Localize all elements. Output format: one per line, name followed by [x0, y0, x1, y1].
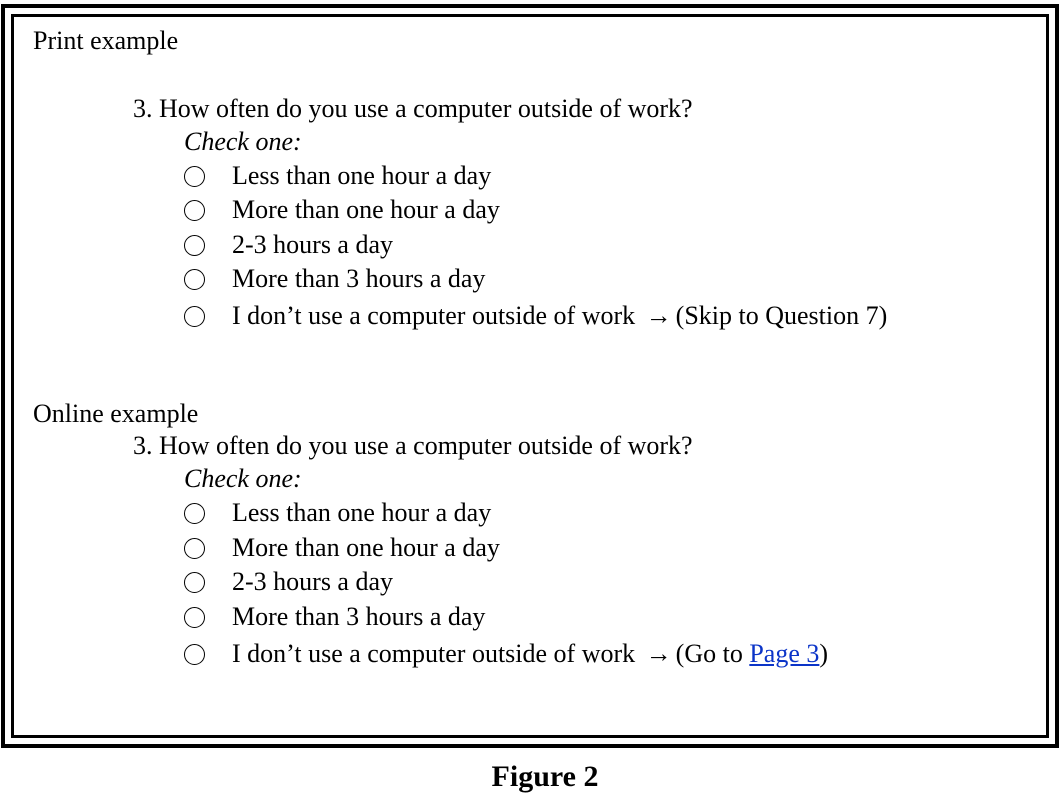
online-option-3[interactable] [184, 567, 393, 597]
option-label: More than 3 hours a day [232, 602, 486, 631]
right-arrow-icon: → [645, 639, 672, 668]
radio-icon[interactable] [184, 306, 205, 327]
online-instruction: Check one: [184, 464, 302, 493]
online-example-title: Online example [33, 399, 199, 428]
online-option-4[interactable] [184, 602, 485, 632]
online-option-5[interactable] [184, 639, 828, 669]
radio-icon[interactable] [184, 644, 205, 665]
print-option-3[interactable] [184, 230, 393, 260]
radio-icon[interactable] [184, 538, 205, 559]
print-option-4[interactable] [184, 264, 485, 294]
radio-icon[interactable] [184, 166, 205, 187]
option-label: 2-3 hours a day [232, 230, 394, 259]
option-label: More than one hour a day [232, 195, 500, 224]
option-label: More than 3 hours a day [232, 264, 486, 293]
print-option-5[interactable] [184, 301, 887, 331]
goto-prefix: (Go to [675, 639, 750, 668]
skip-instruction: (Skip to Question 7) [675, 301, 888, 330]
page-3-link[interactable]: Page 3 [749, 639, 820, 668]
right-arrow-icon: → [645, 301, 672, 330]
radio-icon[interactable] [184, 269, 205, 290]
option-label: Less than one hour a day [232, 498, 492, 527]
radio-icon[interactable] [184, 503, 205, 524]
option-label: Less than one hour a day [232, 161, 492, 190]
radio-icon[interactable] [184, 607, 205, 628]
print-instruction: Check one: [184, 127, 302, 156]
online-option-1[interactable] [184, 498, 491, 528]
print-option-1[interactable] [184, 161, 491, 191]
online-question: 3. How often do you use a computer outside of work? [133, 431, 693, 460]
radio-icon[interactable] [184, 235, 205, 256]
radio-icon[interactable] [184, 200, 205, 221]
option-label: 2-3 hours a day [232, 567, 394, 596]
print-example-title: Print example [33, 26, 179, 55]
option-label: More than one hour a day [232, 533, 500, 562]
option-label: I don’t use a computer outside of work [232, 639, 636, 668]
online-option-2[interactable] [184, 533, 500, 563]
goto-suffix: ) [819, 639, 829, 668]
option-label: I don’t use a computer outside of work [232, 301, 636, 330]
radio-icon[interactable] [184, 572, 205, 593]
print-option-2[interactable] [184, 195, 500, 225]
figure-caption: Figure 2 [491, 760, 599, 793]
print-question: 3. How often do you use a computer outside of work? [133, 94, 693, 123]
